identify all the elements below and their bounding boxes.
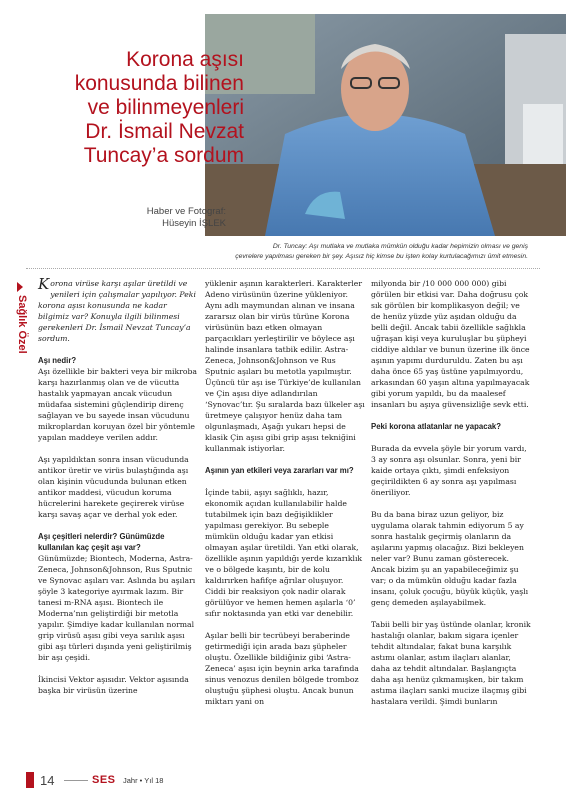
doctor-photo [205,14,566,236]
drop-cap: K [38,275,50,293]
paragraph: yüklenir aşının karakterleri. Karakterler Adeno virüsünün üzerine yükleniyor. Aynı adlı maymundan alınan ve insana zararsız olan bir virüs türüne Korona virüsünün bazı etken olmayan parçacıkları yerleştirilir ve böylece aşı halinde insanlara tatbik edilir. Astra-Zeneca, Johnson&Johnson ve Rus Sputnic aşıları bu metotla yapılmıştır. Üçüncü tür aşı ise Türkiye’de kullanılan ve Çin aşısı diye adlandırılan ‘Synovac’tır. Şu sıralarda bazı ülkeler aşı üretmeye çalışıyor henüz daha tam olgunlaşmadı, Aşağı yukarı hepsi de klasik Çin aşısı gibi grip aşısı tekniğini kullanmak istiyorlar. [205,279,365,453]
paragraph: milyonda bir /10 000 000 000) gibi görülen bir etkisi var. Daha doğrusu çok sık görülen bir komplikasyon değil; ve de henüz yüzde yüz aşıdan olduğu da belli değil. Ancak tabii özellikle sağlıkla uğraşan kişi veya kuruluşlar bu şüpheyi ciddiye aldılar ve bunun üzerine ilk önce aşının yapımı durduruldu. Zaten bu aşı daha önce 65 yaş üstüne yapılmıyordu, arkasından 60 yaşın altına yapılmayacak gibi yorum yapıldı, bu da maalesef insanları bu aşıya güvensizliğe sevk etti. [371,279,530,409]
title-line: Korona aşısı [126,48,244,71]
credit-label: Haber ve Fotograf: [146,206,226,217]
paragraph: Aşı özellikle bir bakteri veya bir mikroba karşı hazırlanmış olan ve de vücutta hastalık yapmayan ancak vücudun müdafaa sistemini güçlendirip direnç sağlayan ve bu sayede insan vücudunu mikroplardan koruyan özel bir yöntemle yapılan maddeye verilen addır. [38,367,197,442]
credit-author: Hüseyin İŞLEK [162,218,226,229]
caption-line: Dr. Tuncay: Aşı mutlaka ve mutlaka mümkün olduğu kadar hepimizin olması ve geniş [272,243,528,250]
title-line: ve bilinmeyenleri [87,96,244,119]
paragraph: Günümüzde; Biontech, Moderna, Astra-Zeneca, Johnson&Johnson, Rus Sputnic ve Synovac aşıları var. Aslında bu aşıları şöyle 3 kategoriye ayırmak lazım. Bir tanesi m-RNA aşısı. Biontech ile Moderna’nın geliştirdiği bir metotla yapılır. Şimdiye kadar kullanılan normal grip virüsü aşısı gibi veya sarılık aşısı gibi aşı türleri dışında yeni geliştirilmiş bir aşı çeşidi. [38,554,196,662]
footer-rule [64,780,88,781]
title-line: Dr. İsmail Nevzat [85,120,244,143]
column-2 [205,278,365,718]
column-1 [38,275,198,707]
photo-caption [188,242,528,261]
footer-accent-bar [26,772,34,788]
subheading: Aşı nedir? [38,356,77,365]
lead-text: orona virüse karşı aşılar üretildi ve yenileri için çalışmalar yapılıyor. Peki korona aşısı konusunda ne kadar bilgimiz var? Konuyla ilgili bilinmesi gerekenleri Dr. İsmail Nevzat Tuncay’a sordum. [38,279,196,343]
section-label-text: Sağlık Özel [16,295,28,354]
subheading: Aşı çeşitleri nelerdir? Günümüzde kullanılan kaç çeşit aşı var? [38,532,165,552]
paragraph: Aşılar belli bir tecrübeyi beraberinde getirmediği için arada bazı şüpheler oluştu. Özellikle bildiğiniz gibi ‘Astra-Zeneca’ aşısı için beynin arka tarafında sinus venozus denilen bölgede tromboz oluştuğu şüphesi oluştu. Ancak bunun miktarı yani on [205,631,359,706]
doctor-photo-illustration [205,14,566,236]
paragraph: Burada da evvela şöyle bir yorum vardı, 3 ay sonra aşı olsunlar. Sonra, yeni bir kaide ortaya çıktı, şimdi enfeksiyon geçirildikten 6 ay sonra aşı yapılması öneriliyor. [371,444,527,497]
title-line: Tuncay’a sordum [83,144,244,167]
paragraph: İkincisi Vektor aşısıdır. Vektor aşısında başka bir virüsün üzerine [38,675,189,695]
title-line: konusunda bilinen [74,72,244,95]
photo-credit [147,206,226,230]
paragraph: Aşı yapıldıktan sonra insan vücudunda antikor üretir ve virüs bulaştığında aşı olan kişinin vücudunda bulunan etken antikor maddesi, vücudun koruma hücrelerini harekete geçirerek virüse karşı savaş açar ve derhal yok eder. [38,455,189,519]
issue-label: Jahr • Yıl 18 [123,776,164,785]
section-label [12,282,28,352]
lead-paragraph [38,275,198,344]
divider [26,268,540,269]
subheading: Peki korona atlatanlar ne yapacak? [371,422,502,431]
paragraph: Tabii belli bir yaş üstünde olanlar, kronik hastalığı olanlar, bakım sigara içenler tehdit altındalar, fakat buna karşılık astımı olanlar, astım ilaçları alanlar, daha az tehdit altındalar. Başlangıçta daha aşı henüz çıkmamışken, bir takım astıma ilaçları sanki mucize ilaçmış gibi hastalara verildi. Şimdi bunların [371,620,531,706]
subheading: Aşının yan etkileri veya zararları var mı? [205,466,354,475]
paragraph: İçinde tabii, aşıyı sağlıklı, hazır, ekonomik açıdan kullanılabilir halde tutabilmek için bazı değişiklikler yapılması gerekiyor. Bu sebeple mümkün olduğu kadar yan etkisi olmayan aşılar üretildi. Yan etki olarak, özellikle aşının yapıldığı yerde kızarıklık ve o bölgede kaşıntı, bir de kolu kaldırırken hafifçe ağrılar oluşuyor. Ciddi bir reaksiyon çok nadir olarak görülüyor ve hemen hemen aşılarla ‘0’ sıfır noktasında yan etki var denebilir. [205,488,363,618]
article-title [28,48,244,168]
magazine-logo: SES [92,774,116,786]
caption-line: çevrelere yapılması gereken bir şey. Aşısız hiç kimse bu işten kolay kurtulacağımızı ümit etmesin. [235,252,528,260]
paragraph: Bu da bana biraz uzun geliyor, biz uygulama olarak tahmin ediyorum 5 ay sonra hastalık geçirmiş olanların da aşılarını yapmış olacağız. Bizi bekleyen neler var? Bunu zaman gösterecek. Ancak bizim şu an yapabileceğimiz şu var; o da mümkün olduğu kadar fazla insanı, çoluk çocuğu, büyük küçük, yaşlı genç demeden aşılayabilmek. [371,510,529,607]
column-3 [371,278,531,718]
page-number: 14 [40,773,55,788]
triangle-icon [17,282,23,292]
page-footer [26,772,226,788]
